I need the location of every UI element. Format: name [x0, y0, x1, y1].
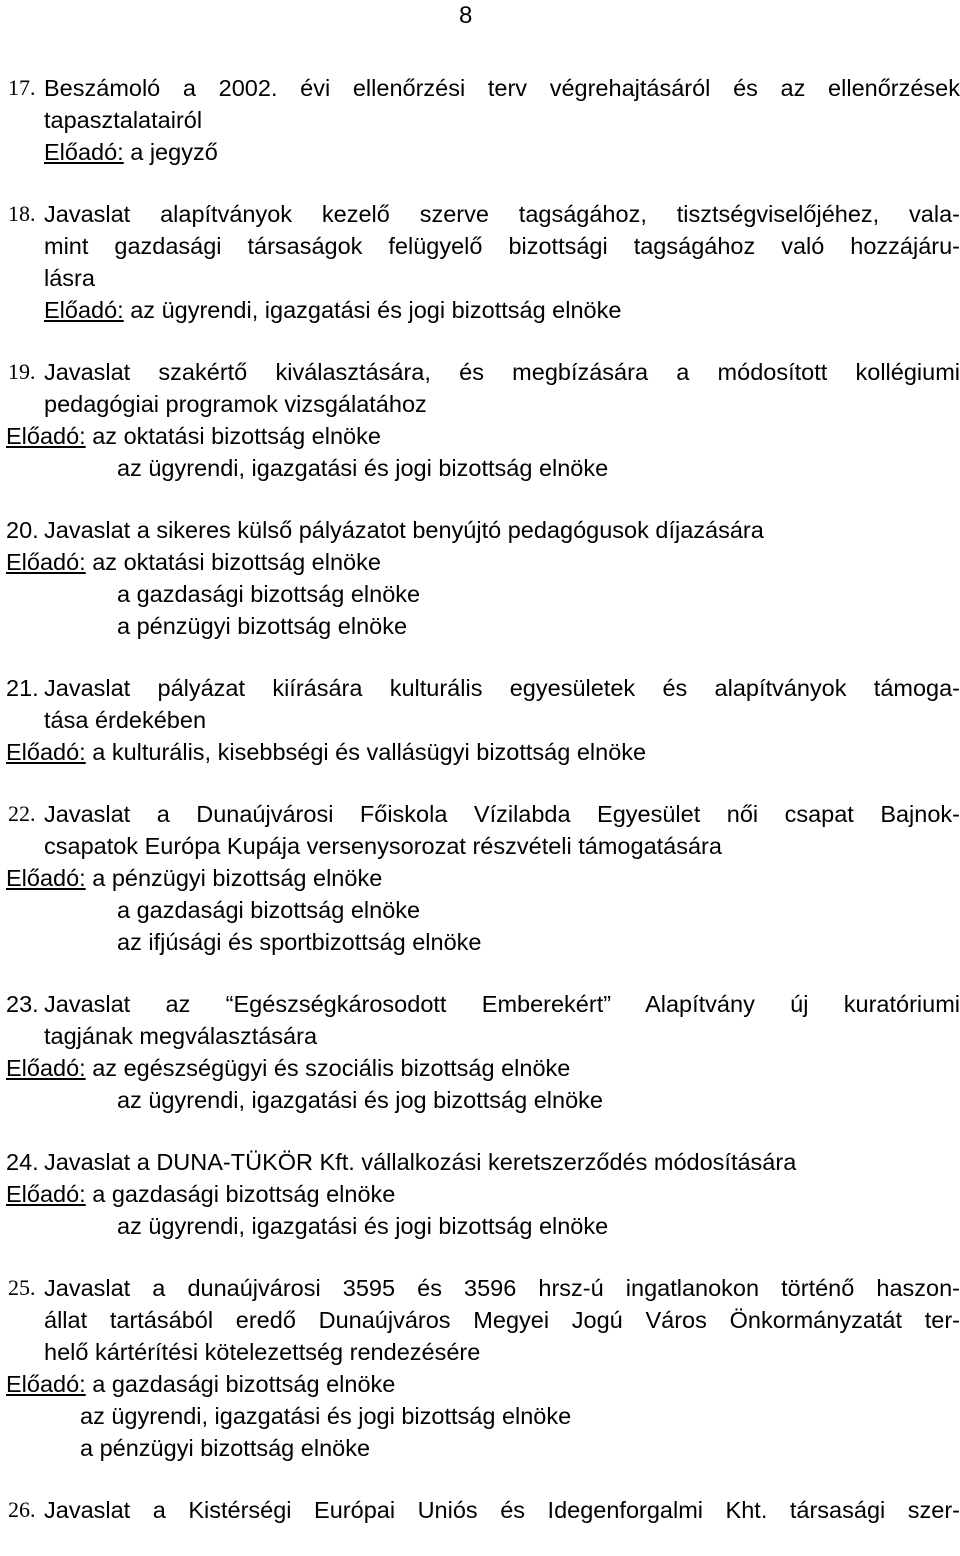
presenter-block — [6, 546, 960, 642]
presenter-name: az ügyrendi, igazgatási és jogi bizottság elnöke — [117, 455, 609, 481]
item-title — [44, 988, 960, 1052]
presenter-label: Előadó: — [6, 1371, 86, 1397]
item-number: 25. — [8, 1275, 36, 1300]
item-title — [44, 514, 960, 546]
title-line: pedagógiai programok vizsgálatához — [44, 391, 427, 417]
item-title — [44, 1272, 960, 1368]
item-number: 23. — [6, 991, 39, 1017]
item-number: 18. — [8, 201, 36, 226]
presenter-label: Előadó: — [6, 549, 86, 575]
presenter-name: a gazdasági bizottság elnöke — [117, 581, 421, 607]
item-title — [44, 1146, 960, 1178]
presenter-name: az ifjúsági és sportbizottság elnöke — [117, 929, 482, 955]
presenter-block — [6, 736, 960, 768]
item-title — [44, 672, 960, 736]
presenter-name: az ügyrendi, igazgatási és jogi bizottság elnöke — [117, 1213, 609, 1239]
item-title — [44, 356, 960, 420]
title-line: mint gazdasági társaságok felügyelő bizottsági tagságához való hozzájáru- — [44, 233, 960, 259]
item-number: 19. — [8, 359, 36, 384]
title-line: Javaslat a DUNA-TÜKÖR Kft. vállalkozási keretszerződés módosítására — [44, 1149, 797, 1175]
agenda-item — [0, 1494, 960, 1526]
presenter-name: a jegyző — [130, 139, 218, 165]
agenda-item — [0, 198, 960, 326]
presenter-name: a pénzügyi bizottság elnöke — [117, 613, 408, 639]
agenda-item — [0, 514, 960, 642]
title-line: Beszámoló a 2002. évi ellenőrzési terv végrehajtásáról és az ellenőrzések — [44, 75, 960, 101]
agenda-item — [0, 1272, 960, 1464]
item-title — [44, 72, 960, 136]
presenter-label: Előadó: — [6, 1181, 86, 1207]
presenter-label: Előadó: — [44, 297, 124, 323]
presenter-block — [6, 1052, 960, 1116]
agenda-item — [0, 798, 960, 958]
title-line: Javaslat szakértő kiválasztására, és megbízására a módosított kollégiumi — [44, 359, 960, 385]
title-line: Javaslat a Dunaújvárosi Főiskola Vízilabda Egyesület női csapat Bajnok- — [44, 801, 960, 827]
presenter-name: az ügyrendi, igazgatási és jog bizottság elnöke — [117, 1087, 603, 1113]
presenter-label: Előadó: — [44, 139, 124, 165]
presenter-block — [6, 1368, 960, 1464]
presenter-label: Előadó: — [6, 423, 86, 449]
agenda-list — [0, 72, 960, 1556]
presenter-name: a gazdasági bizottság elnöke — [117, 897, 421, 923]
title-line: tapasztalatairól — [44, 107, 203, 133]
presenter-block — [6, 136, 960, 168]
presenter-label: Előadó: — [6, 739, 86, 765]
presenter-name: az oktatási bizottság elnöke — [92, 549, 381, 575]
title-line: lásra — [44, 265, 95, 291]
agenda-item — [0, 72, 960, 168]
title-line: Javaslat pályázat kiírására kulturális egyesületek és alapítványok támoga- — [44, 675, 960, 701]
item-number: 20. — [6, 517, 39, 543]
presenter-block — [6, 294, 960, 326]
item-number: 24. — [6, 1149, 39, 1175]
item-title — [44, 198, 960, 294]
presenter-name: az oktatási bizottság elnöke — [92, 423, 381, 449]
item-number: 22. — [8, 801, 36, 826]
presenter-name: a gazdasági bizottság elnöke — [92, 1181, 396, 1207]
item-number: 17. — [8, 75, 36, 100]
presenter-block — [6, 1178, 960, 1242]
title-line: tagjának megválasztására — [44, 1023, 318, 1049]
title-line: csapatok Európa Kupája versenysorozat részvételi támogatására — [44, 833, 722, 859]
agenda-item — [0, 988, 960, 1116]
presenter-label: Előadó: — [6, 865, 86, 891]
presenter-label: Előadó: — [6, 1055, 86, 1081]
title-line: Javaslat a Kistérségi Európai Uniós és Idegenforgalmi Kht. társasági szer- — [44, 1497, 960, 1523]
presenter-name: a kulturális, kisebbségi és vallásügyi bizottság elnöke — [92, 739, 647, 765]
item-title — [44, 798, 960, 862]
title-line: állat tartásából eredő Dunaújváros Megyei Jogú Város Önkormányzatát ter- — [44, 1307, 960, 1333]
presenter-name: a pénzügyi bizottság elnöke — [80, 1435, 371, 1461]
agenda-item — [0, 1146, 960, 1242]
presenter-name: az ügyrendi, igazgatási és jogi bizottság elnöke — [80, 1403, 572, 1429]
page-number: 8 — [459, 2, 473, 29]
presenter-name: a pénzügyi bizottság elnöke — [92, 865, 383, 891]
title-line: Javaslat alapítványok kezelő szerve tagságához, tisztségviselőjéhez, vala- — [44, 201, 960, 227]
presenter-name: az ügyrendi, igazgatási és jogi bizottság elnöke — [130, 297, 622, 323]
agenda-item — [0, 672, 960, 768]
title-line: Javaslat a sikeres külső pályázatot benyújtó pedagógusok díjazására — [44, 517, 764, 543]
title-line: helő kártérítési kötelezettség rendezésére — [44, 1339, 481, 1365]
presenter-block — [6, 420, 960, 484]
title-line: Javaslat a dunaújvárosi 3595 és 3596 hrsz-ú ingatlanokon történő haszon- — [44, 1275, 960, 1301]
presenter-name: az egészségügyi és szociális bizottság elnöke — [92, 1055, 571, 1081]
title-line: tása érdekében — [44, 707, 207, 733]
presenter-block — [6, 862, 960, 958]
agenda-item — [0, 356, 960, 484]
title-line: Javaslat az “Egészségkárosodott Emberekért” Alapítvány új kuratóriumi — [44, 991, 960, 1017]
item-number: 26. — [8, 1497, 36, 1522]
item-title — [44, 1494, 960, 1526]
item-number: 21. — [6, 675, 39, 701]
presenter-name: a gazdasági bizottság elnöke — [92, 1371, 396, 1397]
